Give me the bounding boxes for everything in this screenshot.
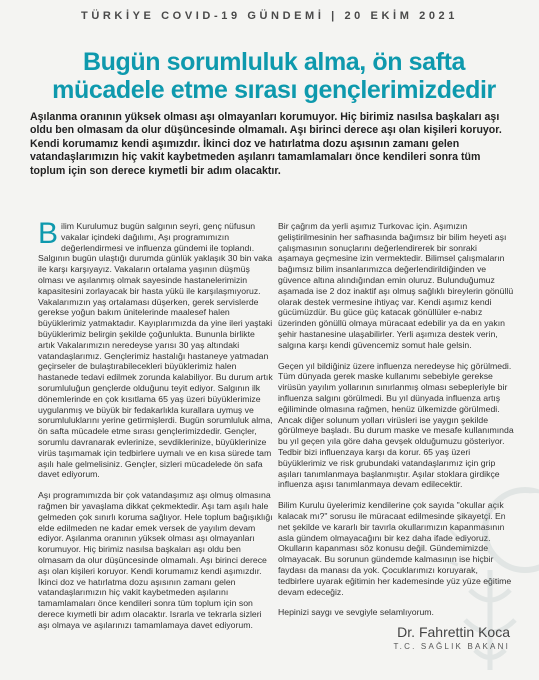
right-paragraph-2: Geçen yıl bildiğiniz üzere influenza neredeyse hiç görülmedi. Tüm dünyada gerek maske kullanımı sebebiyle gerekse virüsün yayılım yollarının sınırlanmış olması sebepleriyle bir influenza salgını görülmedi. Bu yıl dünyada influenza artış eğiliminde olmasına rağmen, henüz ülkemizde görülmedi. Ancak diğer solunum yolları virüsleri ise yaygın şekilde görülmeye başladı. Bu durum maske ve mesafe kullanımında bu yıl geçen yıla göre daha gevşek olduğumuzu gösteriyor. Tedbir bizi influenzaya karşı da korur. 65 yaş üzeri büyüklerimiz ve risk grubundaki vatandaşlarımız için grip aşıları tanımlanmaya başlanmıştır. Aşılar stoklara girdikçe influenza aşısı tanımlanmaya devam edilecektir. [278,360,514,490]
signature-title: T.C. SAĞLIK BAKANI [393,642,510,651]
signature-name: Dr. Fahrettin Koca [397,624,510,640]
right-paragraph-3: Bilim Kurulu üyelerimiz kendilerine çok sayıda "okullar açık kalacak mı?" sorusu ile müracaat edilmesinde şikayetçi. En net şekilde ve kararlı bir tavırla okullarımızın kapanmasının asla gündem olmayacağını bir kez daha ifade ediyoruz. Okulların kapanması söz konusu değil. Gündemimizde olmayacak. Bu sorunun gündemde kalmasının ise hiçbir faydası da manası da yok. Çocuklarımızı koruyarak, tedbirlere uyarak eğitimin her kademesinde yüz yüze eğitime devam edeceğiz. [278,500,512,597]
lead-paragraph: Aşılanma oranının yüksek olması aşı olmayanları korumuyor. Hiç birimiz nasılsa başkaları aşı oldu ben olmasam da olur düşüncesinde olmamalı. Aşı birinci derece aşı olan kişileri koruyor. Kendi korumamız kendi aşımızdır. İkinci doz ve hatırlatma dozu aşısının zamanı gelen vatandaşlarımızın hiç vakit kaybetmeden aşılanrı tamamlamaları önce kendileri sonra tüm toplum için son derece kıymetli bir adım olacaktır. [30,111,502,177]
document-header: TÜRKİYE COVID-19 GÜNDEMİ | 20 EKİM 2021 [81,10,458,22]
page-title [24,48,524,104]
left-column [38,217,274,640]
signature-block [280,624,510,651]
left-paragraph-1-text: ilim Kurulumuz bugün salgının seyri, genç nüfusun vakalar içindeki dağılımı, Aşı programımızın değerlendirmesi ve influenza gündemi ile toplandı. Salgının bugün ulaştığı durumda günlük yaklaşık 30 bin vaka ile karşı karşıyayız. Vakaların ortalama yaşının düşmüş olması ve aşılanmış olmak sayesinde hastanelerimizin kapasitesini zorlayacak bir hasta yükü ile karşılaşmıyoruz. Vakalarımızın yaş ortalaması düşerken, gerek servislerde gerekse yoğun bakım ünitelerinde maalesef halen büyüklerimiz yatmaktadır. Kayıplarımızda da yine ileri yaştaki büyüklerimiz belirgin şekilde çoğunlukta. Bununla birlikte artık Vakalarımızın neredeyse yarısı 30 yaş altındaki vatandaşlarımız. Gençlerimiz hastalığı hastaneye yatmadan geçirseler de bulaştırabilecekleri büyüklerimiz halen hastanede tedavi edilmek zorunda kalabiliyor. Bu durum artık sorumluluğun gençlerde olduğunu teyit ediyor. Salgının ilk dönemlerinde en çok kısıtlama 65 yaş üzeri büyüklerimize uygulanmış ve büyük bir fedakarlıkla kurallara uymuş ve sorumluluklarını yerine getirmişlerdi. Bugün sorumluluk alma, ön safta mücadele etme sırası gençlerimizdedir. Gençler, sorumlu davranarak evlerinize, sevdiklerinize, büyüklerinize virüs taşımamak için tedbirlere uymalı ve en kısa sürede tam aşılı hale gelmelisiniz. Gençler, sizleri mücadelede ön safa davet ediyorum. [38,221,273,480]
drop-cap: B [38,217,59,250]
title-line-2: mücadele etme sırası gençlerimizdedir [52,76,496,104]
title-line-1: Bugün sorumluluk alma, ön safta [82,48,466,76]
right-paragraph-1: Bir çağrım da yerli aşımız Turkovac için. Aşımızın geliştirilmesinin her safhasında bağımsız bir bilim heyeti aşı çalışmasının sonuçlarını değerlendirerek bir sonraki aşamaya geçmesine izin vermektedir. Bilimsel çalışmaların bağımsız bilim insanlarımızca değerlendirildiğinden ve güvence altına alındığından emin oluruz. Bulunduğumuz aşamada ise 2 doz inaktif aşı olmuş sağlıklı bireylerin gönüllü olarak destek vermesine ihtiyaç var. Kendi aşımız kendi gücümüzdür. Bu güce güç katacak gönüllüler e-nabız üzerinden gönüllü olmaya müracaat edebilir ya da en yakın şehir hastanesine ulaşabilirler. Yerli aşımıza destek verin, salgına karşı kendi güvencemiz somut hale gelsin. [278,221,514,350]
right-column [278,221,514,628]
left-paragraph-2: Aşı programımızda bir çok vatandaşımız aşı olmuş olmasına rağmen bir yavaşlama dikkat çekmektedir. Aşı tam aşılı hale gelmeden çok sınırlı koruma sağlıyor. Hele toplum bağışıklığı elde edilmeden ne kadar emek versek de yayılım devam ediyor. Aşılanma oranının yüksek olması aşı olmayanları korumuyor. Hiç birimiz nasılsa başkaları aşı oldu ben olmasam da olur düşüncesinde olmamalı. Aşı birinci derece aşı olan kişileri koruyor. Kendi korumamız kendi aşımızdır. İkinci doz ve hatırlatma dozu aşısının zamanı gelen vatandaşlarımızın hiç vakit kaybetmeden aşılarını tamamlamaları önce kendileri sonra tüm toplum için son derece kıymetli bir adım olacaktır. Israrla ve tekrarla sizleri aşı olmaya ve aşılarınızı tamamlamaya davet ediyorum. [38,490,273,630]
right-paragraph-4: Hepinizi saygı ve sevgiyle selamlıyorum. [278,607,434,618]
left-paragraph-1 [38,217,274,480]
